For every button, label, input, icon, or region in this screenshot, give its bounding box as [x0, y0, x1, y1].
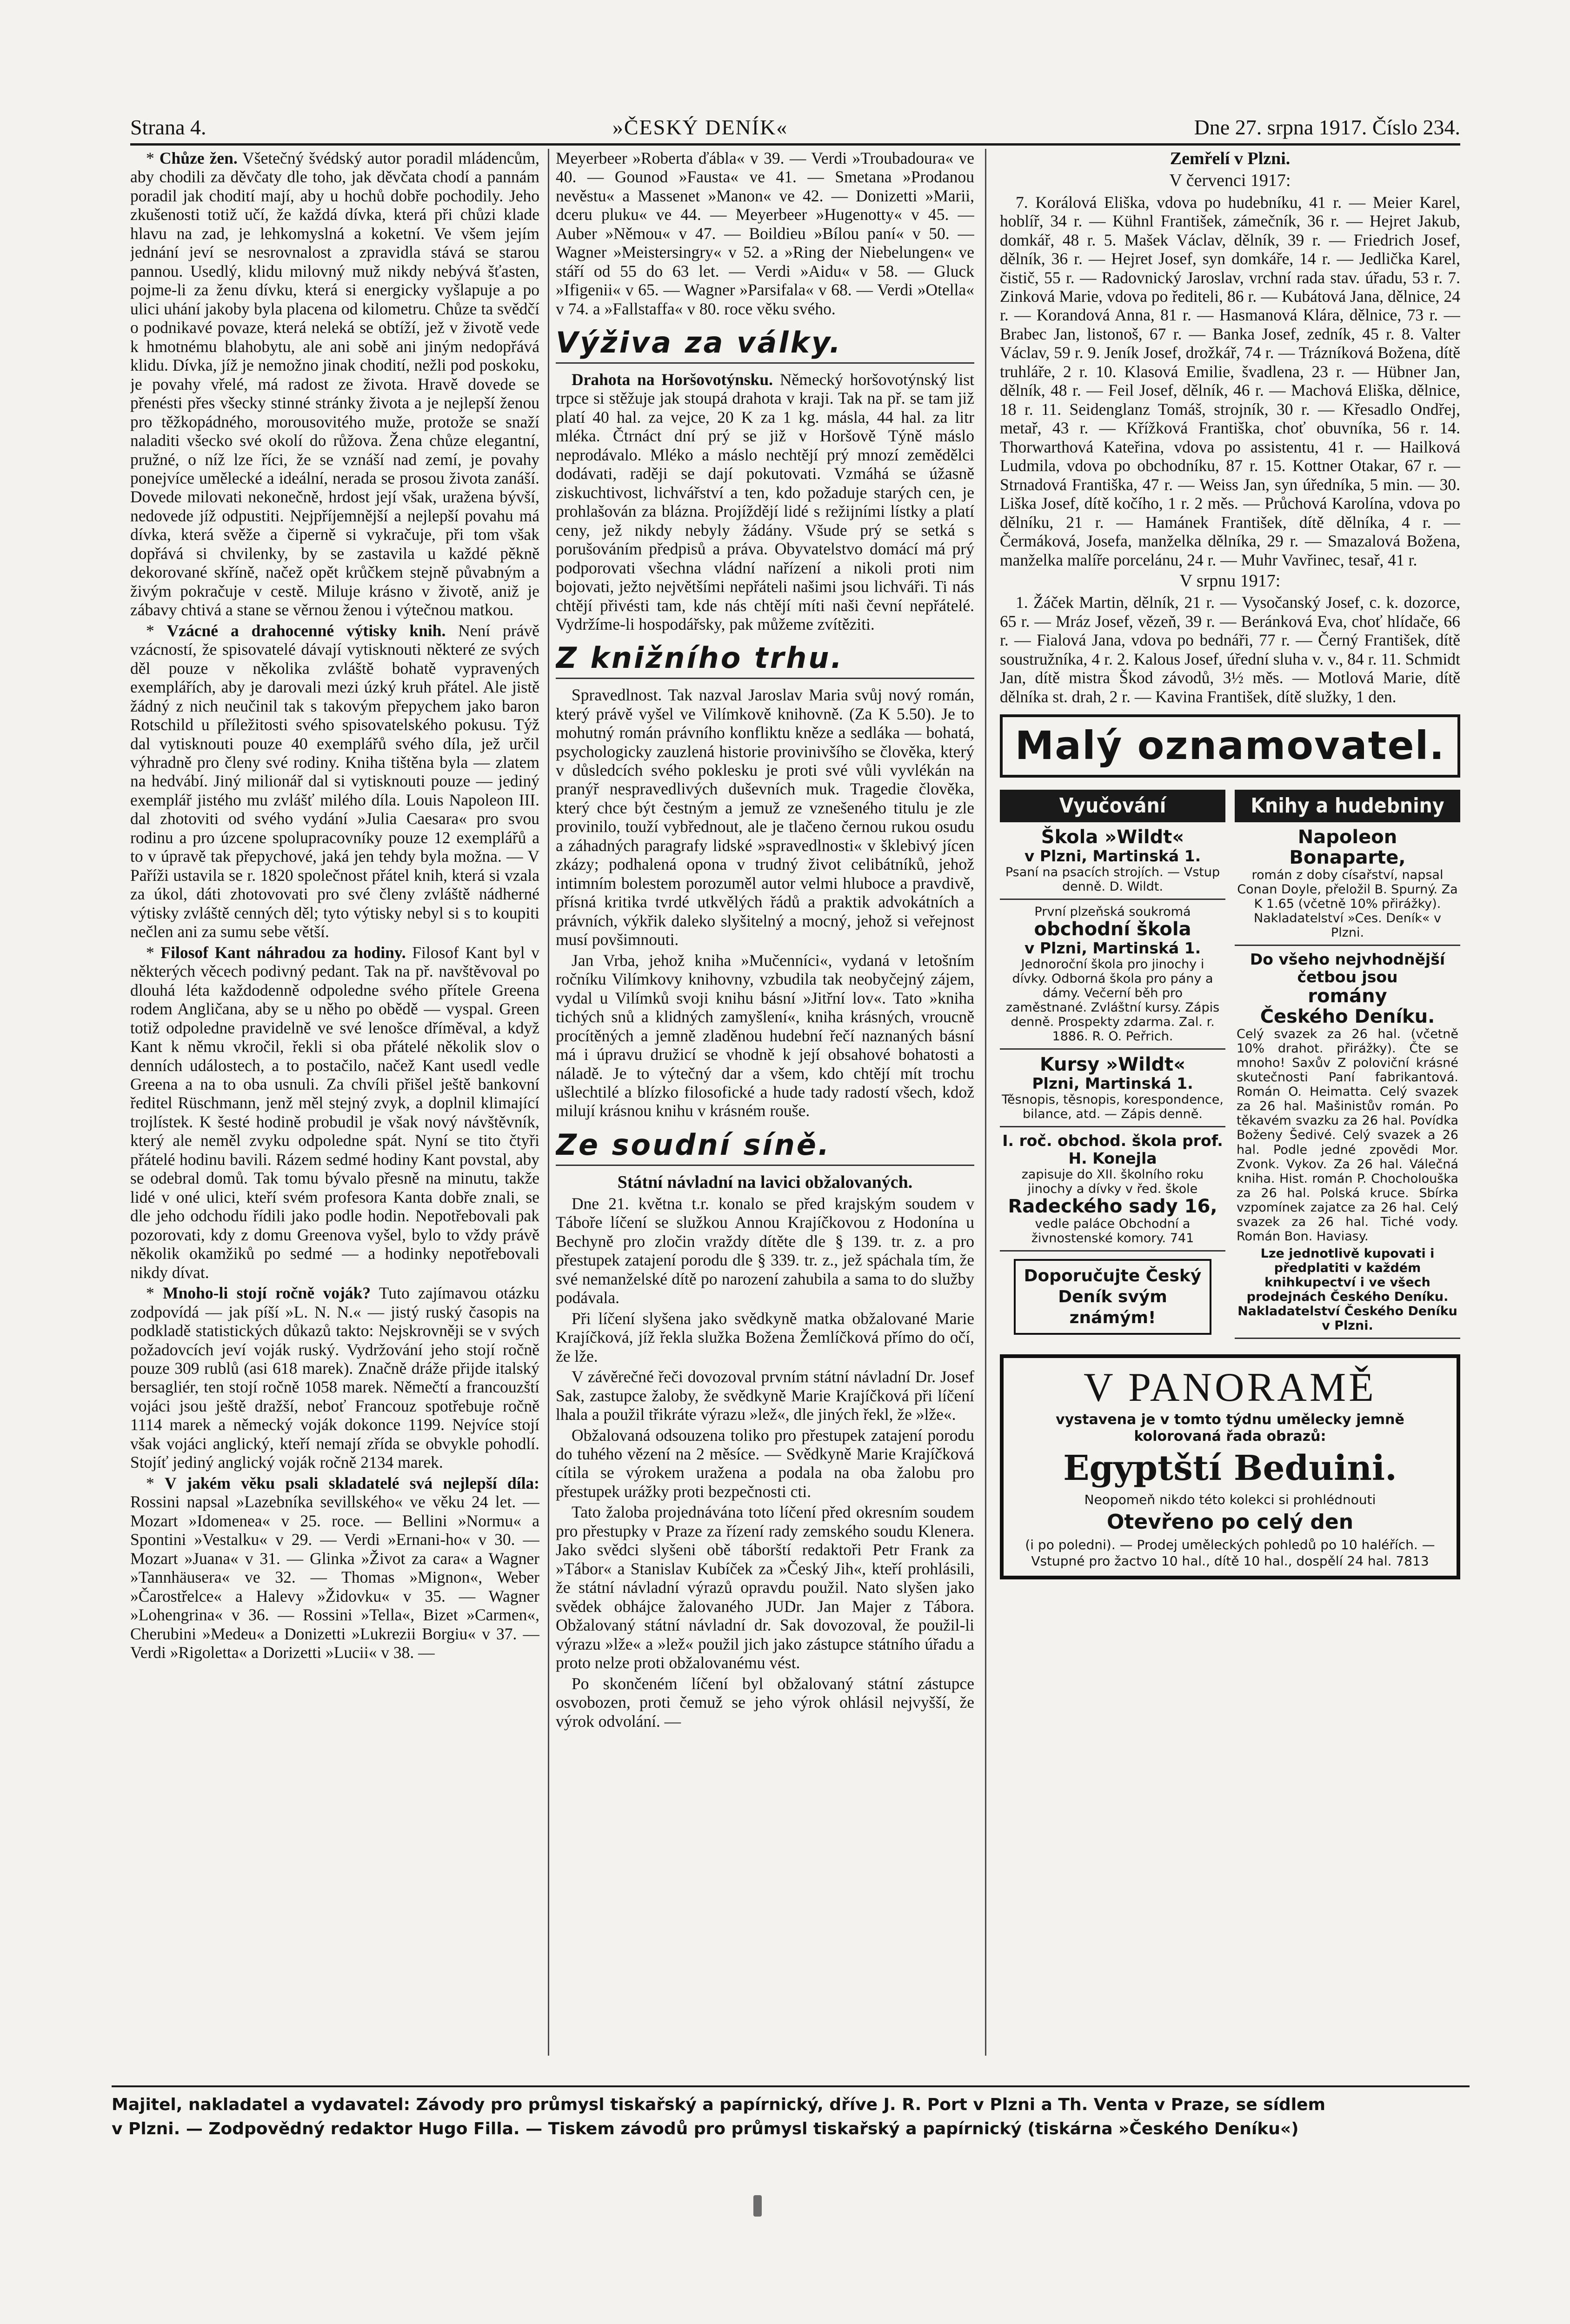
panorama-subtitle: vystavena je v tomto týdnu umělecky jemně kolorovaná řada obrazů: — [1056, 1411, 1404, 1445]
section-vyziva: Výživa za války. — [556, 326, 974, 364]
article-skladatele-cont: Meyerbeer »Roberta ďábla« v 39. — Verdi »Troubadoura« ve 40. — Gounod »Fausta« ve 41. — Smetana »Prodanou nevěstu« a Massenet »Manon« ve 42. — Donizetti »Marii, dceru pluku« ve 44. — Meyerbeer »Hugenotty« v 45. — Auber »Němou« v 47. — Boildieu »Bílou paní« v 50. — Wagner »Meistersingry« v 52. a »Ring der Niebelungen« ve stáří od 55 do 63 let. — Verdi »Aidu« v 58. — Gluck »Ifigenii« v 65. — Wagner »Parsifala« v 68. — Verdi »Otella« v 74. a »Fallstaffa« v 80. roce věku svého. — [556, 149, 974, 318]
ads-banner: Malý oznamovatel. — [1000, 714, 1460, 778]
issue-date: Dne 27. srpna 1917. Číslo 234. — [1194, 115, 1460, 139]
ad-skola-wildt: Škola »Wildt« v Plzni, Martinská 1. Psaní na psacích strojích. — Vstup denně. D. Wildt. — [1000, 822, 1225, 900]
article-soud-p1: Dne 21. května t.r. konalo se před krajským soudem v Táboře líčení se služkou Annou Krajíčkovou z Hodonína u Bechyně pro zločin vraždy dítěte dle § 139. tr. z. a pro přestupek zatajení porodu dle § 339. tr. z., jež spáchala tím, že své nemanželské dítě po narození zahubila a sama to do služby podávala. — [556, 1194, 974, 1307]
deaths-month-august: V srpnu 1917: — [1179, 571, 1281, 591]
ad-konejl: I. roč. obchod. škola prof. H. Konejla zapisuje do XII. školního roku jinochy a dívky v řed. škole Radeckého sady 16, vedle paláce Obchodní a živnostenské komory. 741 — [1000, 1127, 1225, 1252]
deaths-list-august: 1. Žáček Martin, dělník, 21 r. — Vysočanský Josef, c. k. dozorce, 65 r. — Mráz Josef, vězeň, 39 r. — Beránková Eva, choť hlídače, 66 r. — Fialová Jana, vdova po bednáři, 77 r. — Černý František, dítě soustružníka, 4 r. 2. Kalous Josef, úřední sluha v. v., 84 r. 11. Schmidt Jan, dítě mistra Škod závodů, 3½ měs. — Motlová Marie, dítě dělníka st. drah, 2 r. — Kavina František, dítě služky, 1 den. — [1000, 593, 1460, 706]
ad-doporucujte: Doporučujte Český Deník svým známým! — [1014, 1259, 1211, 1335]
column-3 — [1000, 149, 1460, 2065]
article-soud-p2: Při líčení slyšena jako svědkyně matka obžalované Marie Krajíčková, jíž řekla služka Božena Žemlíčková přímo do očí, že lže. — [556, 1309, 974, 1365]
column-divider — [548, 149, 549, 2056]
panorama-text: Neopomeň nikdo této kolekci si prohlédnouti — [1084, 1492, 1376, 1508]
panorama-text-2: (i po poledni). — Prodej uměleckých pohledů po 10 haléřích. — Vstupné pro žactvo 10 hal., dítě 10 hal., dospělí 24 hal. 7813 — [1025, 1537, 1435, 1569]
ad-obchodni-skola: První plzeňská soukromá obchodní škola v Plzni, Martinská 1. Jednoroční škola pro jinochy i dívky. Odborná škola pro pány a dámy. Večerní běh pro zaměstnané. Zvláštní kursy. Zápis denně. Prospekty zdarma. Zal. r. 1886. R. O. Peřrich. — [1000, 900, 1225, 1050]
page-mark — [753, 2195, 762, 2217]
article-kant: * Filosof Kant náhradou za hodiny. Filosof Kant byl v některých věcech podivný pedant. Tak na př. navštěvoval po dlouhá léta každodenně odpoledne svého přítele Greena rodem Angličana, aby se u něho po obědě — vyspal. Green totiž odpoledne pravidelně ve své lenošce dříměval, a když Kant k němu vkročil, řekli si oba přátelé několik slov o denních událostech, a to postačilo, načež Kant usedl vedle Greena a na to oba usnuli. Za chvíli přišel ještě bankovní ředitel Rüschmann, jenž měl stejný zvyk, a doplnil klimající trojlístek. K šesté hodině probudil je však nový návštěvník, který ale neměl zvyku odpoledne spát. Nyní se tito čtyři přátelé hodinu bavili. Rázem sedmé hodiny Kant povstal, aby se odebral domů. Tak tomu bývalo přesně na minutu, takže lidé v oné ulici, kteří svém profesora Kanta dobře znali, se dle jeho odchodu řídili jako podle hodin. Nepotřebovali pak pozorovati, kdy z domu Greenova vyšel, bylo to vždy právě několik okamžiků po sedmé — a hodinky nepotřebovali nikdy dívat. — [130, 943, 539, 1282]
imprint-line-2: v Plzni. — Zodpovědný redaktor Hugo Filla. — Tiskem závodů pro průmysl tiskařský a papírnický (tiskárna »Českého Deníku«) — [112, 2119, 1299, 2139]
imprint-line-1: Majitel, nakladatel a vydavatel: Závody pro průmysl tiskařský a papírnický, dříve J. R. Port v Plzni a Th. Venta v Praze, se sídlem — [112, 2095, 1325, 2114]
article-spravedlnost: Spravedlnost. Tak nazval Jaroslav Maria svůj nový román, který právě vyšel ve Vilímkově knihovně. (Za K 5.50). Je to mohutný román právního konfliktu kněze a sedláka — bohatá, psychologicky zauzlená historie provinivšího se člověka, který v důsledcích svého poklesku je proti své vůli vyvlékán na pranýř nespravedlivých duševních muk. Tragedie člověka, který chce být čestným a jemuž ze vznešeného titulu je zle provinilo, touží vybřednout, ale je tlačeno černou rukou osudu a záhadných paragrafy lidské »spravedlnosti« v šklebivý jícen zkázy; podhalená opona v trudný život celibátníků, jehož intimním bolestem porozuměl autor velmi hluboce a pravdivě, přísná kritika tvrdé utkvělých řádů a praktik advokátních a právních, výkřik daleko slyšitelný a mocný, jehož si veřejnost musí povšimnouti. — [556, 686, 974, 949]
deaths-list-july: 7. Korálová Eliška, vdova po hudebníku, 41 r. — Meier Karel, hoblíř, 34 r. — Kühnl František, zámečník, 36 r. — Hejret Jakub, domkář, 48 r. 5. Mašek Václav, dělník, 39 r. — Friedrich Josef, dělník, 36 r. — Hejret Josef, syn domkáře, 14 r. — Jedlička Karel, čistič, 55 r. — Radovnický Jaroslav, vrchní rada stav. úřadu, 53 r. 7. Zinková Marie, vdova po řediteli, 86 r. — Kubátová Jana, dělnice, 24 r. — Korandová Anna, 81 r. — Hasmanová Klára, dělnice, 73 r. — Brabec Jan, listonoš, 67 r. — Banka Josef, zedník, 45 r. 8. Valter Václav, 59 r. 9. Jeník Josef, drožkář, 74 r. — Trázníková Božena, dítě truhláře, 2 r. 10. Klasová Emilie, švadlena, 23 r. — Hübner Jan, dělník, 48 r. — Feil Josef, dělník, 46 r. — Machová Eliška, dělnice, 18 r. 11. Seidenglanz Tomáš, strojník, 30 r. — Křesadlo Ondřej, metař, 43 r. — Křížková Františka, choť obuvníka, 56 r. 14. Thorwarthová Kateřina, vdova po assistentu, 41 r. — Hailková Ludmila, vdova po obchodníku, 87 r. 15. Kottner Otakar, 67 r. — Strnadová Františka, 47 r. — Weiss Jan, syn úředníka, 5 min. — 30. Liška Josef, dítě kočího, 1 r. 2 měs. — Průchová Karolína, vdova po dělníku, 21 r. — Hamánek František, dítě dělníka, 4 r. — Čermáková, Josefa, manželka dělníka, 29 r. — Smazalová Božena, manželka malíře porcelánu, 24 r. — Muhr Vavřinec, tesař, 41 r. — [1000, 193, 1460, 569]
tab-knihy: Knihy a hudebniny — [1235, 790, 1460, 822]
ads-column-books — [1235, 790, 1460, 1343]
article-jan-vrba: Jan Vrba, jehož kniha »Mučenníci«, vydaná v letošním ročníku Vilímkovy knihovny, vzbudila tak neobyčejný zájem, vydal u Vilímků svoji knihu básní »Jitřní lov«. Tato »kniha tichých snů a klidných zamyšlení«, kniha krásných, vroucně procítěných a jemně zladěnou hudební řečí naznaných básní má i úpravu družicí se vhodně k její obsahové bohatosti a náladě. Je to výtečný dar a všem, kdo chtějí mít trochu ušlechtilé a blízko filosofické a hude tady radostí všech, kdož milují krásnou knihu v krásném rouše. — [556, 951, 974, 1120]
imprint — [112, 2085, 1470, 2141]
ads-row — [1000, 790, 1460, 1343]
page-number: Strana 4. — [130, 115, 206, 139]
article-vojak: * Mnoho-li stojí ročně voják? Tuto zajímavou otázku zodpovídá — jak píší »L. N. N.« — jistý ruský časopis na podkladě statistických důkazů takto: Nejskrovněji se v svých požadovcích jeví voják ruský. Vydržování jeho stojí ročně pouze 309 rublů (asi 618 marek). Značně dráže přijde italský bersagliér, ten stojí ročně 1058 marek. Němečtí a francouzští vojáci jsou ještě dražší, neboť Francouz spotřebuje ročně 1114 marek a německý voják dokonce 1199. Nejvíce stojí však vojáci anglický, kteří nemají zřída se obvykle pohodlí. Stojíť jediný anglický voják ročně 2134 marek. — [130, 1284, 539, 1472]
column-1 — [130, 149, 539, 2065]
article-skladatele: * V jakém věku psali skladatelé svá nejlepší díla: Rossini napsal »Lazebníka sevillského« ve věku 24 let. — Mozart »Idomenea« v 25. roce. — Bellini »Normu« a Spontini »Vestalku« v 29. — Verdi »Ernani-ho« v 30. — Mozart »Juana« v 31. — Glinka »Život za cara« a Wagner »Tannhäusera« ve 32. — Thomas »Mignon«, Weber »Čarostřelce« a Halevy »Židovku« v 35. — Wagner »Lohengrina« v 36. — Rossini »Tella«, Bizet »Carmen«, Cherubini »Medeu« a Donizetti »Lukrezii Borgiu« v 37. — Verdi »Rigoletta« a Dorizetti »Lucii« v 38. — — [130, 1473, 539, 1662]
classified-ads — [1000, 714, 1460, 1579]
column-divider — [985, 149, 986, 2056]
tab-vyucovani: Vyučování — [1000, 790, 1225, 822]
page-header — [130, 110, 1460, 146]
article-soud-p4: Obžalovaná odsouzena toliko pro přestupek zatajení porodu do tuhého vězení na 2 měsíce. — Svědkyně Marie Krajíčková cítila se výrokem uražena a podala na oba žalobu pro přestupek urážky proti bezpečnosti cti. — [556, 1425, 974, 1501]
panorama-open: Otevřeno po celý den — [1106, 1510, 1354, 1534]
article-soud-p5: Tato žaloba projednávána toto líčení před okresním soudem pro přestupky v Praze za řízení rady zemského soudu Klenera. Jako svědci slyšeni obě táborští redaktoři Petr Frank za »Tábor« a Stanislav Kubíček za »Český Jih«, kteří prohlásili, že státní návladní výrazů opravdu použil. Nato slyšen jako svědek obhájce žalovaného JUDr. Jan Majer z Tábora. Obžalovaný státní návladní dr. Sak dovozoval, že použil-li výrazu »lže« a »lež« použil jich jako zástupce státního úřadu a proto nelze proti obžalovanému vést. — [556, 1503, 974, 1672]
ads-column-education — [1000, 790, 1225, 1343]
article-chuze-zen: * Chůze žen. Všetečný švédský autor poradil mládencům, aby chodili za děvčaty dle toho, jak děvčata chodí a pannám poradil jak chodití mají, aby u hochů dobře pochodily. Jeho zkušenosti totiž učí, že každá dívka, která při chůzi klade hlavu na zad, je lehkomyslná a koketní. Ve všem jejím jednání jeví se nesrovnalost a zpravidla stává se starou pannou. Usedlý, klidu milovný muž nikdy nebývá šťasten, pojme-li za ženu dívku, která si energicky vyšlapuje a po ulici uhání jakoby byla placena od kilometru. Chůze ta svědčí o podnikavé povaze, která neleká se obtíží, jež v životě vede k hmotnému blahobytu, ale ani sobě ani jiným nedopřává klidu. Dívka, jíž je nemožno jinak chodití, nežli pod poskoku, je povahy vřelé, má radost ze života. Hravě dovede se přenésti přes všecky stinné stránky života a je nejlepší ženou pro těžkopádného, morousovitého muže, protože se snaží naladiti všecko své okolí do růžova. Žena chůze elegantní, pružné, o níž lze říci, že se vznáší nad zemí, je povahy ponejvíce umělecké a ideální, nerada se prosou života zanáší. Dovede milovati nekonečně, hrdost její však, uražena bývší, nedovede jíž odpustiti. Nejpříjemnější a nejlepší povahu má dívka, která svěže a čiperně si vykračuje, při tom však dopřává si chvilenky, by se zastavila u každé pěkně dekorované skříně, načež opět krůčkem stejně půvabným a živým pokračuje v cestě. Miluje krásno v životě, aniž je zábavy chtivá a stane se věrnou ženou i výtečnou matkou. — [130, 149, 539, 619]
article-drahota: Drahota na Horšovotýnsku. Německý horšovotýnský list trpce si stěžuje jak stoupá drahota v kraji. Tak na př. se tam již platí 40 hal. za vejce, 20 K za 1 kg. másla, 44 hal. za litr mléka. Čtrnáct dní prý se již v Horšově Týně máslo neprodávalo. Mléko a máslo nechtějí prý mnozí zemědělci dodávati, raději se dají pokutovati. Vzmáhá se úžasně ziskuchtivost, lichvářství a ten, kdo požaduje starých cen, je prohlašován za blázna. Projíždějí lidé s režijními lístky a platí ceny, jež nikdy nebyly žádány. Všude prý se setká s porušováním předpisů a práva. Obyvatelstvo domácí má prý podporovati všechna vládní nařízení a nikoli proti nim bojovati, ježto největšími nepřáteli našimi jsou lichváři. Ti nás chtějí přivésti tam, kde nás chtějí míti naši čevní nepřátelé. Vydržíme-li hospodářsky, pak můžeme zvítěziti. — [556, 370, 974, 633]
article-vzacne-vytisky: * Vzácné a drahocenné výtisky knih. Není právě vzácností, že spisovatelé dávají vytisknouti některé ze svých děl pouze v několika zvláště bohatě vypravených exemplářích, aby je darovali mezi úzký kruh přátel. Ale jistě žádný z nich neučinil tak s takovým přepychem jako baron Rotschild u příležitosti svého spisovatelského pokusu. Týž dal vytisknouti pouze 40 exemplářů svého díla, jež určil výhradně pro členy své rodiny. Kniha tištěna byla — zlatem na hedvábí. Jiný milionář dal si vytisknouti pouze — jediný exemplář jistého mu zvlášť milého díla. Louis Napoleon III. dal zhotoviti od svého vydání »Julia Caesara« pro svou rodinu a pro úzcene spolupracovníky pouze 12 exemplářů a to v úpravě tak přepychové, jaká jen tehdy byla možna. — V Paříži ustavila se r. 1820 společnost přátel knih, která si vzala za úkol, dáti zhotovovati pro své členy zvláště nádherné výtisky zvláště cenných děl; tyto výtisky nebyl si s to koupiti nečlen ani za sumu sebe větší. — [130, 621, 539, 941]
panorama-headline: Egyptští Beduini. — [1063, 1448, 1397, 1488]
section-soudni-sin: Ze soudní síně. — [556, 1129, 974, 1166]
section-knizni-trh: Z knižního trhu. — [556, 642, 974, 679]
deaths-title: Zemřelí v Plzni. — [1170, 149, 1291, 168]
article-statni-navladni-title: Státní návladní na lavici obžalovaných. — [617, 1172, 913, 1192]
masthead: »ČESKÝ DENÍK« — [612, 115, 788, 139]
ad-napoleon: Napoleon Bonaparte, román z doby císařství, napsal Conan Doyle, přeložil B. Spurný. Za K 1.65 (včetně 10% přirážky). Nakladatelství »Ces. Deník« v Plzni. — [1235, 822, 1460, 946]
article-soud-p6: Po skončeném líčení byl obžalovaný státní zástupce osvobozen, proti čemuž se jeho výrok ohlásil nejvyšší, že výrok odvolání. — — [556, 1674, 974, 1731]
deaths-month-july: V červenci 1917: — [1169, 171, 1291, 191]
column-2 — [556, 149, 974, 2065]
article-soud-p3: V závěrečné řeči dovozoval prvním státní návladní Dr. Josef Sak, zastupce žaloby, že svědkyně Marie Krajíčková při líčení lhala a použil třikráte výrazu »lež«, dle jiných řekl, že »lže«. — [556, 1367, 974, 1424]
ad-panorama — [1000, 1354, 1460, 1579]
ad-kursy-wildt: Kursy »Wildt« Plzni, Martinská 1. Těsnopis, těsnopis, korespondence, bilance, atd. — Zápis denně. — [1000, 1050, 1225, 1127]
panorama-title: V PANORAMĚ — [1084, 1365, 1377, 1411]
ad-romany: Do všeho nejvhodnější četbou jsou romány Českého Deníku. Celý svazek za 26 hal. (včetně 10% drahot. přirážky). Čte se mnoho! Saxův Z poloviční krásné skutečnosti Paní fabrikantová. Román O. Heimatta. Celý svazek za 26 hal. Mašinistův román. Po těkavém svazku za 26 hal. Povídka Boženy Šedivé. Celý svazek a 26 hal. Podle jedné zpovědi Mor. Zvonk. Vykov. Za 26 hal. Válečná kniha. Hist. román P. Chocholouška za 26 hal. Polská kruce. Sbírka vzpomínek zajatce za 26 hal. Celý svazek za 26 hal. Tiché vody. Román Bon. Haviasy. Lze jednotlivě kupovati i předplatiti v každém knihkupectví i ve všech prodejnách Českého Deníku. Nakladatelství Českého Deníku v Plzni. — [1235, 946, 1460, 1339]
